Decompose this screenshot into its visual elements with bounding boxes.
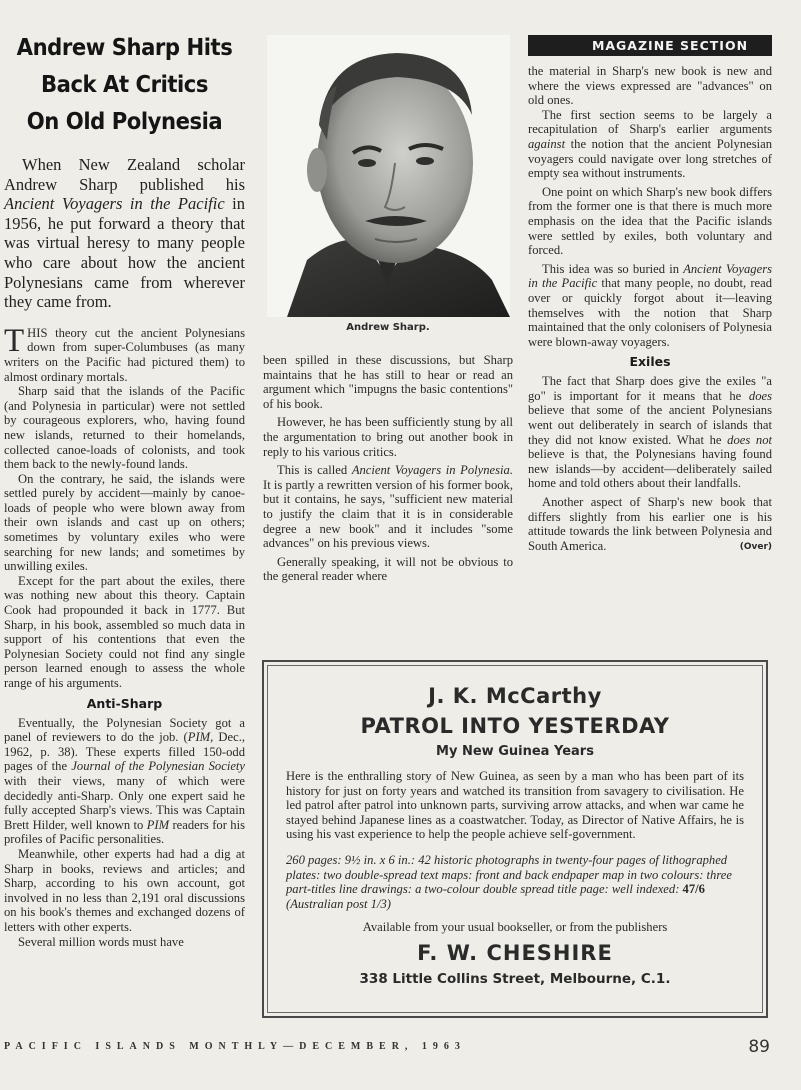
headline-line: On Old Polynesia: [26, 109, 223, 135]
italic-emphasis: against: [528, 136, 566, 151]
ad-book-title: PATROL INTO YESTERDAY: [360, 714, 670, 738]
paragraph-text: This is called: [277, 463, 352, 478]
body-paragraph: [263, 463, 513, 551]
paragraph-text: It is partly a rewritten version of his former book, but it contains, he says, "sufficient new material to justify the claim that it is in considerable degree a new book" and it includes "some advances" on his previous views.: [263, 477, 513, 551]
body-paragraph: Except for the part about the exiles, there was nothing new about this theory. Captain Cook had propounded it back in 1777. But Sharp, in his book, assembled so much data in support of his contentions that even the Polynesian Society could not find any single person learned enough to assess the whole range of his arguments.: [4, 573, 245, 690]
body-paragraph: One point on which Sharp's new book differs from the former one is that there is much more emphasis on the idea that the Pacific islands were settled by exiles, both voluntary and forced.: [528, 184, 772, 258]
body-paragraph: [528, 108, 772, 181]
italic-ref: PIM,: [187, 730, 214, 745]
article-headline: [14, 30, 236, 141]
body-paragraph: been spilled in these discussions, but Sharp maintains that he has still to hear or read an argument which "impugns the basic contentions" of his book.: [263, 353, 513, 411]
body-paragraph: On the contrary, he said, the islands were settled purely by accident—mainly by canoe-loads of people who were blown away from their own islands and cast up on others; sometimes by voluntary exiles who were searching for new lands; and sometimes by unwilling exiles.: [4, 471, 245, 574]
body-paragraph: Meanwhile, other experts had had a dig at Sharp in books, reviews and articles; and Sharp, according to his own account, got involved in no less than 2,191 oral discussions on his book's themes and exchanged dozens of letters with other experts.: [4, 846, 245, 934]
paragraph-text: that many people, no doubt, read over or quickly forgot about it—leaving themselves with the notion that Sharp maintained that the only colonisers of Polynesia were blown-away voyagers.: [528, 276, 772, 349]
article-column-3: [528, 35, 772, 554]
photo-caption: Andrew Sharp.: [346, 322, 430, 333]
paragraph-text: The first section seems to be largely a recapitulation of Sharp's earlier arguments: [528, 107, 772, 137]
paragraph-text: believe that some of the ancient Polynesians went out deliberately in search of islands that they did not know existed. What he: [528, 403, 772, 447]
ad-description: Here is the enthralling story of New Guinea, as seen by a man who has been part of its history for just on forty years and watched its transition from savagery to civilisation. He led patrol after patrol into unknown parts, surviving arrow attacks, and when war came he stayed behind Japanese lines as a coastwatcher. Today, as Director of Native Affairs, he is using his vast experience to help the people achieve self-government.: [286, 769, 744, 842]
portrait-illustration: [267, 35, 510, 317]
article-column-1: [4, 30, 245, 949]
portrait-photo: [267, 35, 510, 317]
body-paragraph: Sharp said that the islands of the Pacific (and Polynesia in particular) were not settled by courageous explorers, who, having found new islands, returned to their homelands, collected canoe-loads of colonists, and took them back to the newly-found lands.: [4, 384, 245, 472]
paragraph-text: readers for his profiles of Pacific personalities.: [4, 817, 245, 847]
headline-line: Andrew Sharp Hits: [16, 35, 233, 61]
standfirst-text: in 1956, he put forward a theory that was virtual heresy to many people who care about how the ancient Polynesians came from wherever they came from.: [4, 194, 245, 312]
ad-price: 47/6: [682, 882, 705, 897]
subhead-anti-sharp: Anti-Sharp: [86, 695, 163, 711]
drop-cap: T: [4, 322, 25, 359]
continued-over-label: (Over): [739, 541, 772, 552]
paragraph-text: the notion that the ancient Polynesian voyagers could navigate over long stretches of empty sea without instruments.: [528, 136, 772, 181]
italic-emphasis: does: [748, 388, 772, 403]
article-body-continued: [528, 64, 772, 553]
body-paragraph: [528, 374, 772, 491]
paragraph-text: Eventually, the Polynesian Society got a panel of reviewers to do the job. (: [4, 715, 245, 745]
italic-book-title: Ancient Voyagers in the Pacific: [528, 261, 772, 291]
paragraph-text: This idea was so buried in: [542, 261, 684, 276]
body-paragraph: [4, 716, 245, 847]
paragraph-text: HIS theory cut the ancient Polynesians down from super-Columbuses (as many writers on the Pacific had pictured them) to almost ordinary mortals.: [4, 325, 245, 384]
ad-availability: Available from your usual bookseller, or from the publishers: [362, 920, 668, 935]
paragraph-text: Dec., 1962, p. 38). These experts filled 150-odd pages of the: [4, 730, 245, 774]
body-paragraph: Generally speaking, it will not be obvious to the general reader where: [263, 554, 513, 584]
ad-publisher-address: 338 Little Collins Street, Melbourne, C.1.: [359, 971, 671, 988]
article-column-2: [263, 35, 513, 584]
paragraph-text: with their views, many of which were decidedly anti-Sharp. Only one expert said he fully accepted Sharp's views. This was Captain Brett Hilder, well known to: [4, 773, 245, 832]
italic-emphasis: does not: [727, 432, 772, 447]
ad-book-subtitle: My New Guinea Years: [436, 744, 594, 759]
advertisement-inner-frame: [267, 665, 763, 1013]
italic-book-title: Ancient Voyagers in Polynesia.: [351, 463, 513, 478]
ad-book-author: J. K. McCarthy: [428, 684, 602, 708]
standfirst-text: When New Zealand scholar Andrew Sharp published his: [4, 155, 245, 194]
body-paragraph: [528, 495, 772, 553]
body-paragraph: the material in Sharp's new book is new and where the views expressed are "advances" on old ones.: [528, 64, 772, 108]
body-paragraph: However, he has been sufficiently stung by all the argumentation to bring out another book in reply to his various critics.: [263, 415, 513, 459]
article-standfirst: [4, 155, 245, 312]
body-paragraph: [528, 262, 772, 350]
subhead-exiles: Exiles: [629, 354, 671, 370]
paragraph-text: Another aspect of Sharp's new book that differs slightly from his earlier one is his attitude towards the link between Polynesia and South America.: [528, 495, 772, 553]
ad-specs-text: 260 pages: 9½ in. x 6 in.: 42 historic photographs in twenty-four pages of lithographed plates: two double-spread text maps: front and back endpaper map in two colours: three part-titles line drawings: a two-colour double spread title page: well indexed:: [286, 852, 732, 897]
ad-publisher: F. W. CHESHIRE: [417, 941, 613, 966]
body-paragraph: [4, 322, 245, 384]
paragraph-text: The fact that Sharp does give the exiles "a go" is important for it means that he: [528, 374, 772, 403]
standfirst-book-title: Ancient Voyagers in the Pacific: [4, 194, 225, 214]
paragraph-text: believe is that, the Polynesians having found new islands—by accident—deliberately sailed home and told others about their landfalls.: [528, 447, 772, 491]
page-number: 89: [748, 1037, 770, 1057]
page-footer: [4, 1037, 770, 1059]
book-advertisement: [262, 660, 768, 1018]
section-banner: MAGAZINE SECTION: [528, 35, 772, 56]
footer-publication: PACIFIC ISLANDS MONTHLY—DECEMBER, 1963: [4, 1041, 466, 1052]
ad-book-specs: [286, 853, 744, 911]
body-paragraph: Several million words must have: [18, 934, 184, 949]
ad-postage: (Australian post 1/3): [286, 896, 391, 911]
italic-ref: Journal of the Polynesian Society: [71, 759, 245, 774]
article-body: [4, 322, 245, 949]
headline-line: Back At Critics: [40, 72, 209, 98]
italic-ref: PIM: [146, 817, 170, 832]
article-body-continued: [263, 353, 513, 584]
